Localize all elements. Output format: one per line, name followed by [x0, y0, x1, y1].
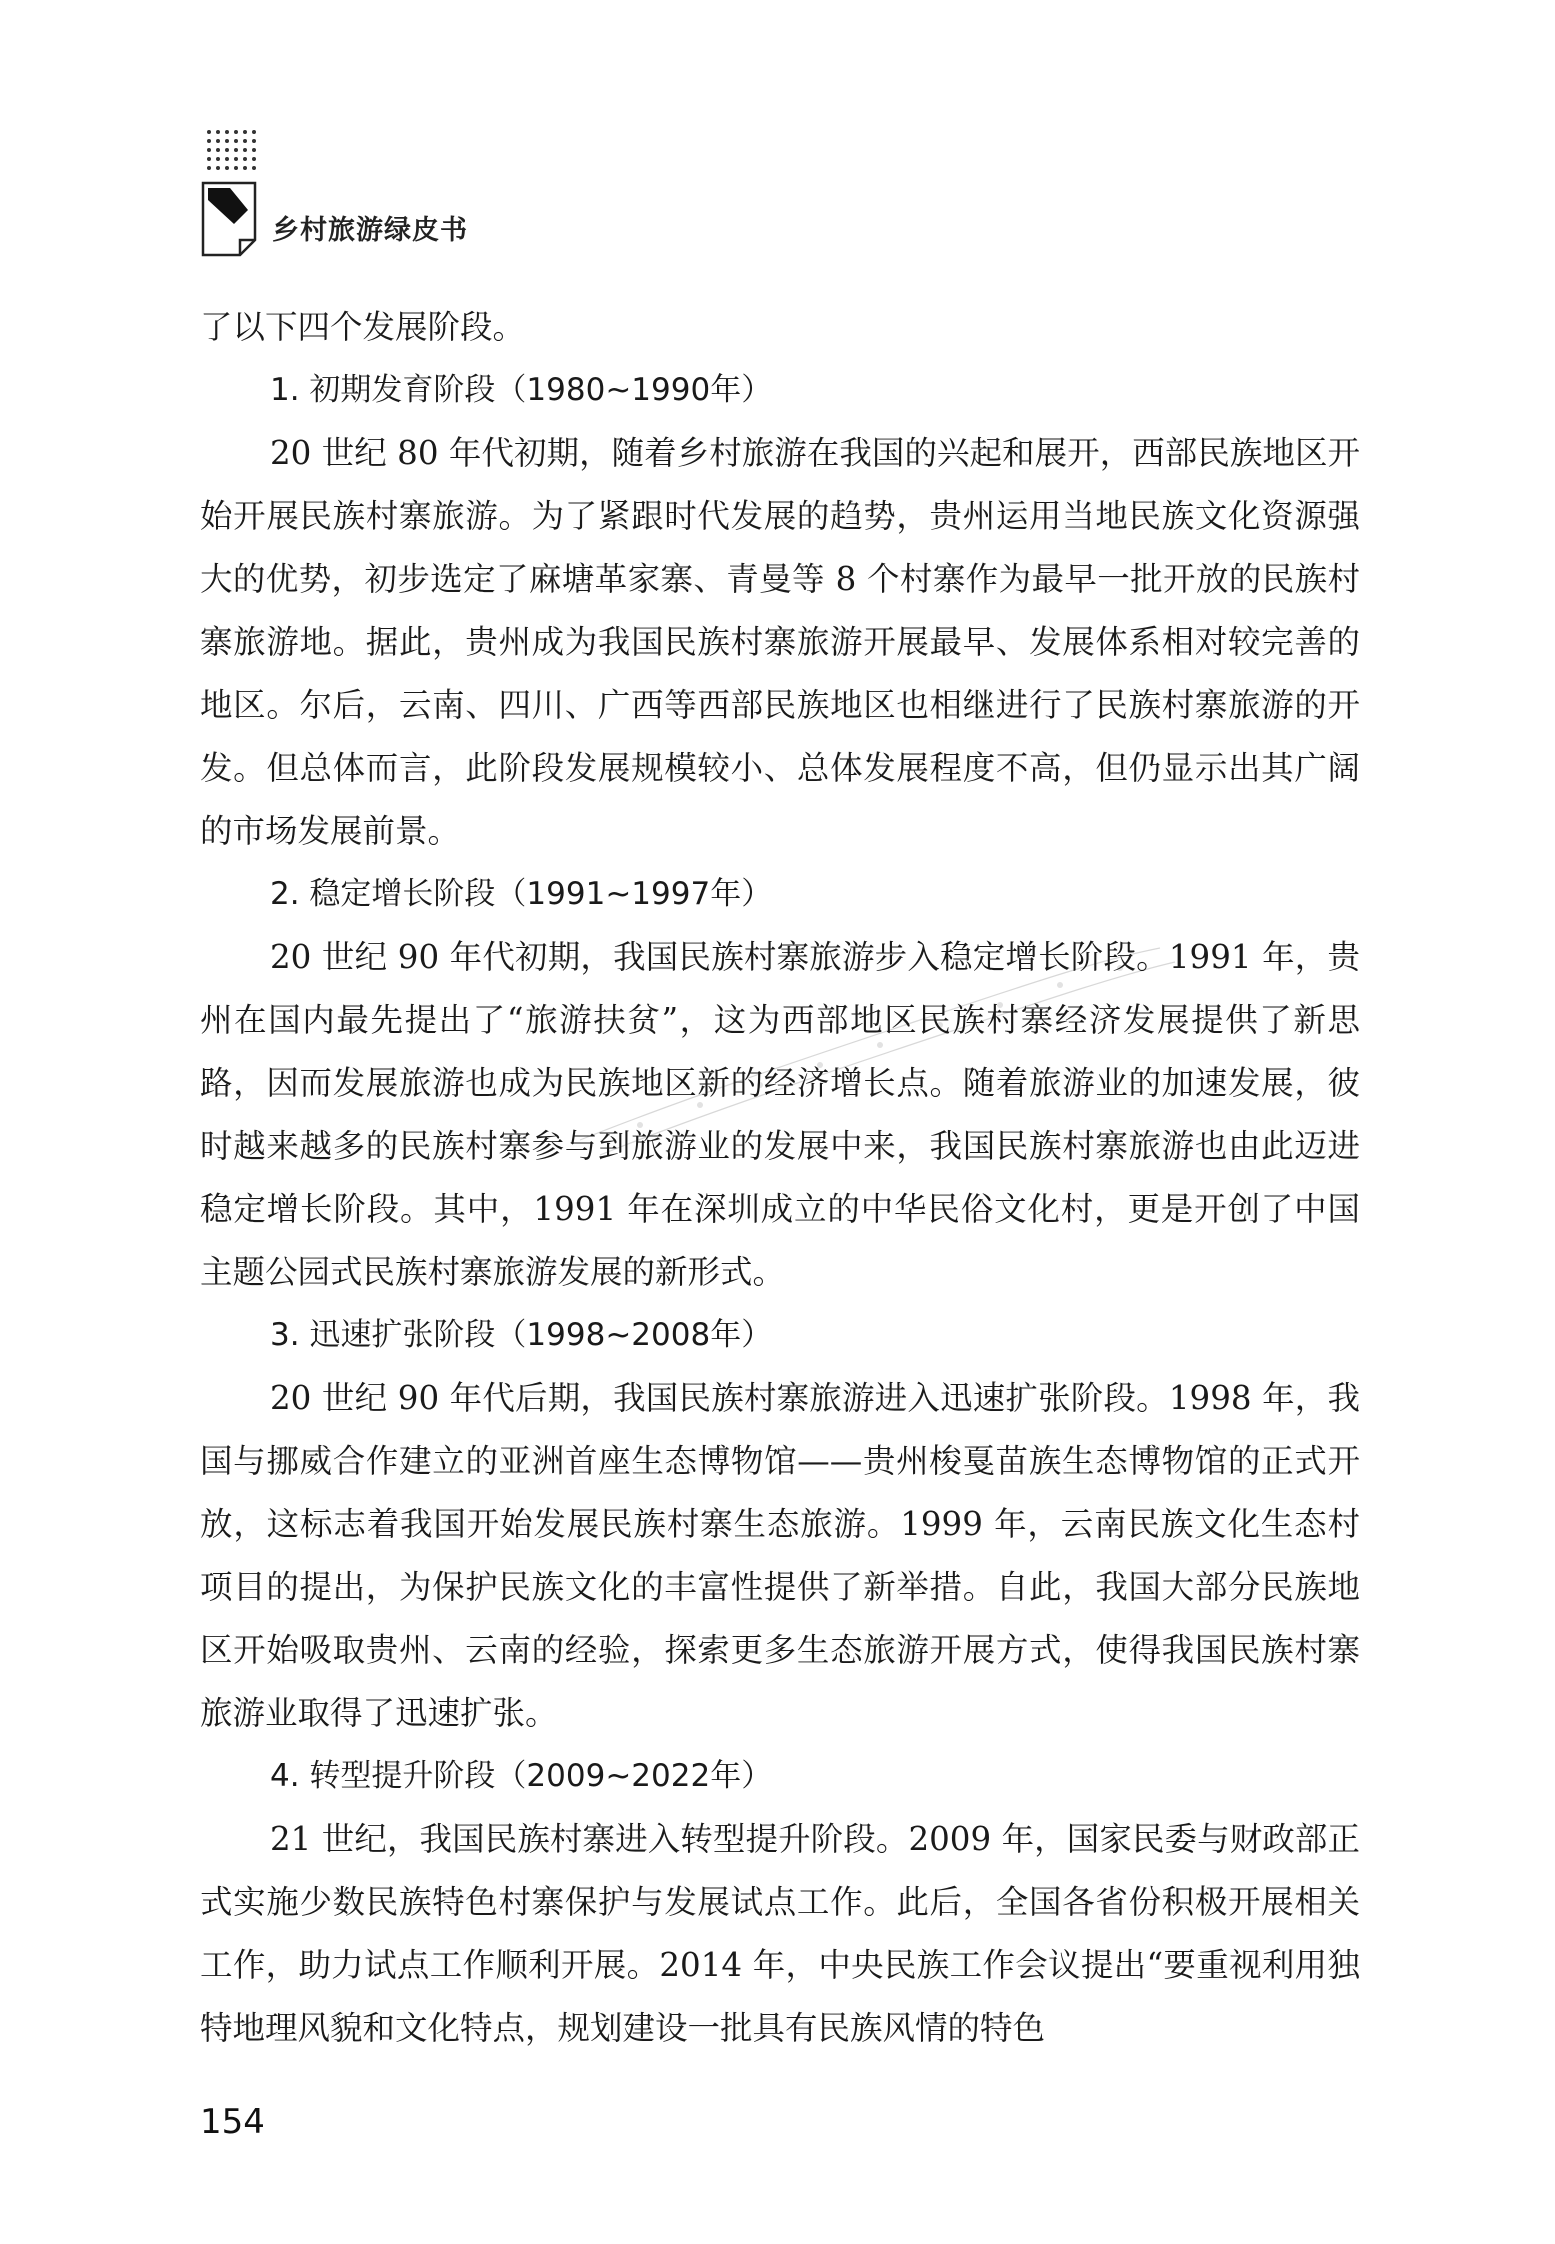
- section-heading-stage-4: 4. 转型提升阶段（2009~2022年）: [270, 1758, 773, 1794]
- paragraph-stage-2: 20 世纪 90 年代初期，我国民族村寨旅游步入稳定增长阶段。1991 年，贵州在国内最先提出了“旅游扶贫”，这为西部地区民族村寨经济发展提供了新思路，因而发展旅游也成为民族地区新的经济增长点。随着旅游业的加速发展，彼时越来越多的民族村寨参与到旅游业的发展中来，我国民族村寨旅游也由此迈进稳定增长阶段。其中，1991 年在深圳成立的中华民俗文化村，更是开创了中国主题公园式民族村寨旅游发展的新形式。: [200, 938, 1360, 1291]
- section-heading-stage-1: 1. 初期发育阶段（1980~1990年）: [270, 372, 773, 408]
- body-text: [200, 296, 1360, 2060]
- paragraph-stage-4: 21 世纪，我国民族村寨进入转型提升阶段。2009 年，国家民委与财政部正式实施少数民族特色村寨保护与发展试点工作。此后，全国各省份积极开展相关工作，助力试点工作顺利开展。2014 年，中央民族工作会议提出“要重视利用独特地理风貌和文化特点，规划建设一批具有民族风情的特色: [200, 1820, 1360, 2047]
- paragraph-stage-3: 20 世纪 90 年代后期，我国民族村寨旅游进入迅速扩张阶段。1998 年，我国与挪威合作建立的亚洲首座生态博物馆——贵州梭戛苗族生态博物馆的正式开放，这标志着我国开始发展民族村寨生态旅游。1999 年，云南民族文化生态村项目的提出，为保护民族文化的丰富性提供了新举措。自此，我国大部分民族地区开始吸取贵州、云南的经验，探索更多生态旅游开展方式，使得我国民族村寨旅游业取得了迅速扩张。: [200, 1379, 1360, 1732]
- dot-grid-ornament: [205, 128, 261, 176]
- page-number: 154: [200, 2102, 265, 2142]
- section-heading-stage-3: 3. 迅速扩张阶段（1998~2008年）: [270, 1317, 773, 1353]
- running-header: [200, 128, 600, 268]
- section-heading-stage-2: 2. 稳定增长阶段（1991~1997年）: [270, 876, 773, 912]
- paragraph-continuation: 了以下四个发展阶段。: [200, 308, 526, 346]
- book-series-title: 乡村旅游绿皮书: [272, 215, 468, 246]
- book-corner-icon: [200, 180, 258, 258]
- paragraph-stage-1: 20 世纪 80 年代初期，随着乡村旅游在我国的兴起和展开，西部民族地区开始开展民族村寨旅游。为了紧跟时代发展的趋势，贵州运用当地民族文化资源强大的优势，初步选定了麻塘革家寨、青曼等 8 个村寨作为最早一批开放的民族村寨旅游地。据此，贵州成为我国民族村寨旅游开展最早、发展体系相对较完善的地区。尔后，云南、四川、广西等西部民族地区也相继进行了民族村寨旅游的开发。但总体而言，此阶段发展规模较小、总体发展程度不高，但仍显示出其广阔的市场发展前景。: [200, 434, 1360, 850]
